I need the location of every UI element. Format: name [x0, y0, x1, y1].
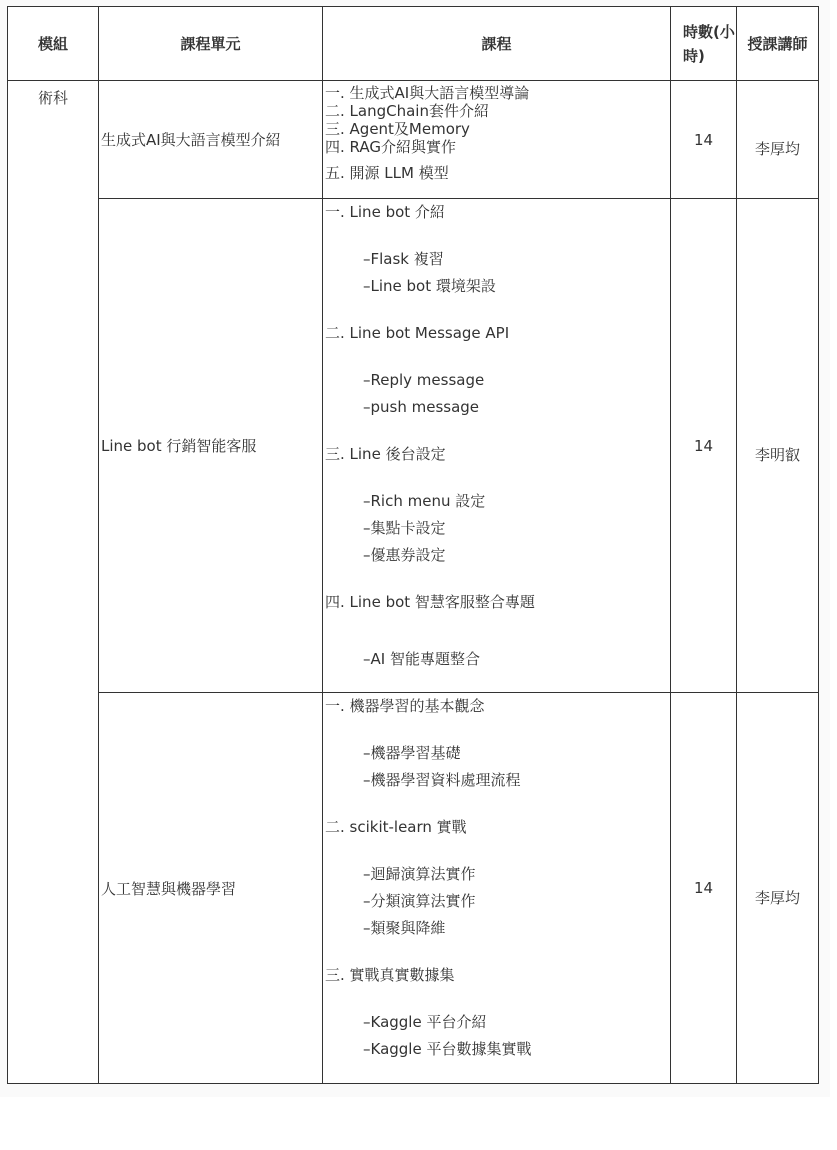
- unit-cell: 人工智慧與機器學習: [99, 693, 323, 1084]
- section-item: –分類演算法實作: [363, 892, 476, 910]
- hours-cell: 14: [671, 199, 737, 693]
- section-item: –Flask 複習: [363, 250, 444, 268]
- teacher-cell: 李明叡: [737, 199, 819, 693]
- section-title: 一. 機器學習的基本觀念: [325, 697, 485, 715]
- section-item: –Kaggle 平台介紹: [363, 1013, 487, 1031]
- section-item: –機器學習資料處理流程: [363, 771, 521, 789]
- unit-cell: Line bot 行銷智能客服: [99, 199, 323, 693]
- section-item: –push message: [363, 398, 480, 416]
- header-row: [8, 7, 819, 81]
- section-item: –Kaggle 平台數據集實戰: [363, 1040, 532, 1058]
- section-item: –Rich menu 設定: [363, 492, 486, 510]
- section-title: 三. 實戰真實數據集: [325, 966, 455, 984]
- course-cell: [323, 199, 671, 693]
- table-row: [8, 81, 819, 199]
- section-title: 二. Line bot Message API: [325, 324, 510, 342]
- teacher-cell: 李厚均: [737, 693, 819, 1084]
- header-hours: 時數(小時): [671, 7, 737, 81]
- hours-cell: 14: [671, 81, 737, 199]
- section-item: –Line bot 環境架設: [363, 277, 496, 295]
- course-table: [7, 6, 819, 1084]
- section-item: –Reply message: [363, 371, 485, 389]
- header-teacher: 授課講師: [737, 7, 819, 81]
- section-item: –集點卡設定: [363, 519, 446, 537]
- section-item: –AI 智能專題整合: [363, 650, 480, 668]
- course-cell: [323, 693, 671, 1084]
- course-cell: [323, 81, 671, 199]
- course-line: 二. LangChain套件介紹: [325, 102, 489, 120]
- section-title: 三. Line 後台設定: [325, 445, 446, 463]
- section-item: –優惠券設定: [363, 546, 446, 564]
- section-title: 一. Line bot 介紹: [325, 203, 445, 221]
- header-course: 課程: [323, 7, 671, 81]
- header-unit: 課程單元: [99, 7, 323, 81]
- table-row: [8, 693, 819, 1084]
- header-module: 模組: [8, 7, 99, 81]
- section-title: 二. scikit-learn 實戰: [325, 818, 467, 836]
- course-line: 五. 開源 LLM 模型: [325, 164, 449, 182]
- section-item: –機器學習基礎: [363, 744, 461, 762]
- section-item: –迴歸演算法實作: [363, 865, 476, 883]
- section-item: –類聚與降維: [363, 919, 446, 937]
- section-title: 四. Line bot 智慧客服整合專題: [325, 593, 535, 611]
- course-line: 三. Agent及Memory: [325, 120, 470, 138]
- teacher-cell: 李厚均: [737, 81, 819, 199]
- hours-cell: 14: [671, 693, 737, 1084]
- module-cell: 術科: [8, 81, 99, 1084]
- course-line: 四. RAG介紹與實作: [325, 138, 456, 156]
- unit-cell: 生成式AI與大語言模型介紹: [99, 81, 323, 199]
- table-row: [8, 199, 819, 693]
- course-line: 一. 生成式AI與大語言模型導論: [325, 84, 530, 102]
